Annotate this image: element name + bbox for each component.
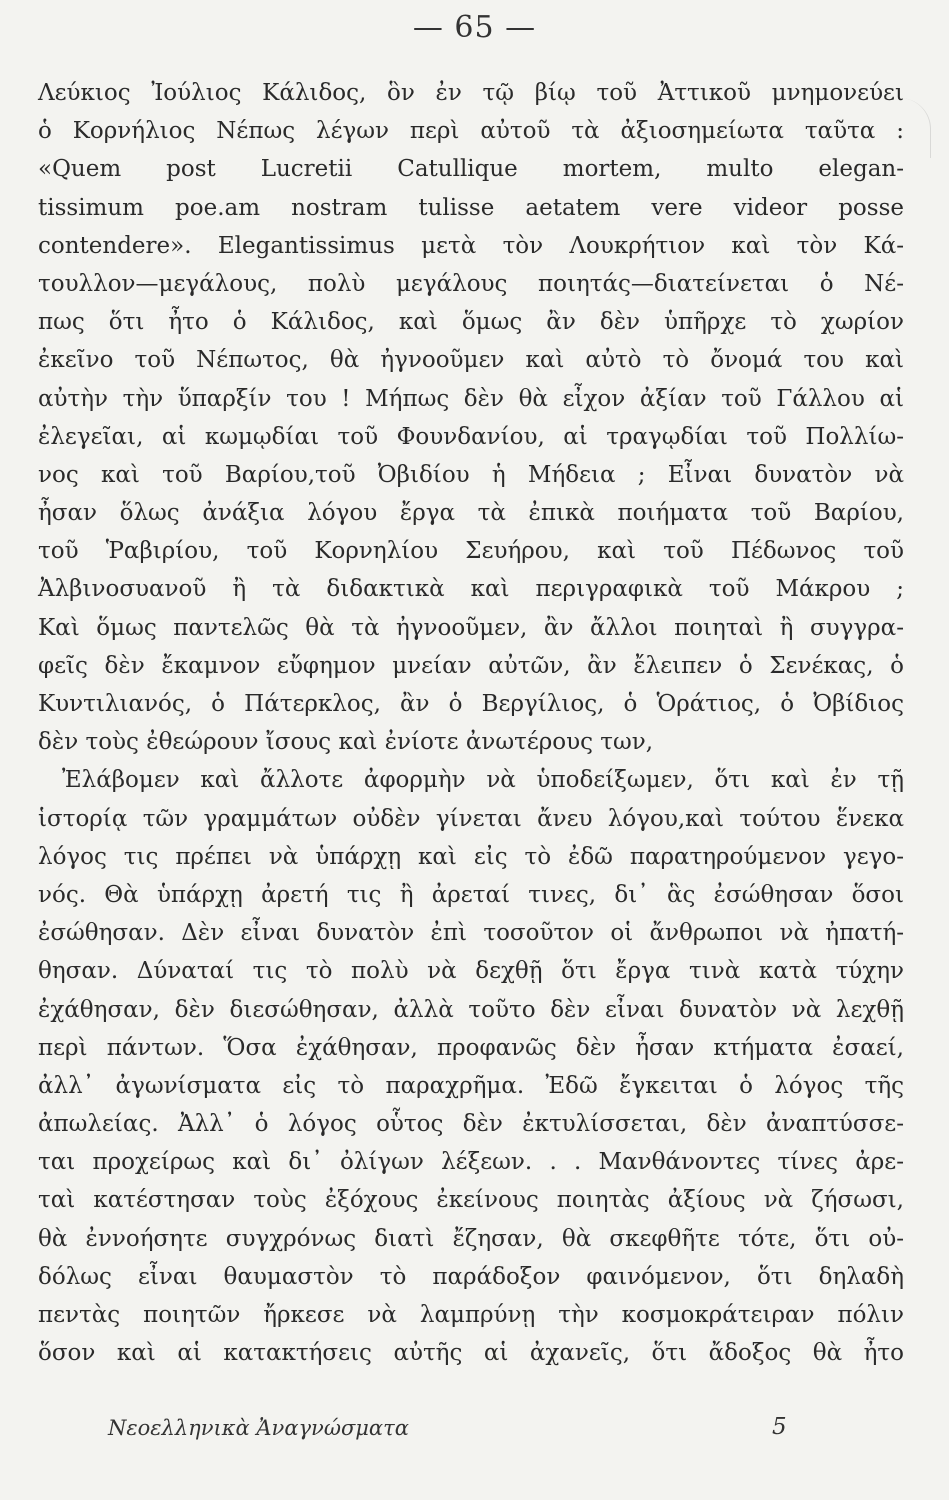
text-line: πεντὰς ποιητῶν ἤρκεσε νὰ λαμπρύνῃ τὴν κοσμοκράτειραν πόλιν <box>38 1302 904 1328</box>
text-line: θὰ ἐννοήσητε συγχρόνως διατὶ ἔζησαν, θὰ σκεφθῆτε τότε, ὅτι οὐ- <box>38 1225 904 1252</box>
text-line: τοῦ Ῥαβιρίου, τοῦ Κορνηλίου Σευήρου, καὶ τοῦ Πέδωνος τοῦ <box>38 538 904 565</box>
body-text <box>38 74 904 1372</box>
margin-mark <box>900 98 931 158</box>
text-line: δόλως εἶναι θαυμαστὸν τὸ παράδοξον φαινόμενον, ὅτι δηλαδὴ <box>38 1263 904 1290</box>
text-line: φεῖς δὲν ἔκαμνον εὔφημον μνείαν αὐτῶν, ἂν ἔλειπεν ὁ Σενέκας, ὁ <box>38 652 904 679</box>
text-line: περὶ πάντων. Ὅσα ἐχάθησαν, προφανῶς δὲν ἦσαν κτήματα ἐσαεί, <box>38 1034 904 1061</box>
text-line: tissimum poe.am nostram tulisse aetatem vere videor posse <box>38 194 904 221</box>
text-line: ἐκεῖνο τοῦ Νέπωτος, θὰ ἠγνοοῦμεν καὶ αὐτὸ τὸ ὄνομά του καὶ <box>38 347 904 374</box>
text-line: ἀπωλείας. Ἀλλ᾽ ὁ λόγος οὗτος δὲν ἐκτυλίσσεται, δὲν ἀναπτύσσε- <box>38 1111 904 1138</box>
text-line: ταὶ κατέστησαν τοὺς ἐξόχους ἐκείνους ποιητὰς ἀξίους νὰ ζήσωσι, <box>38 1187 904 1214</box>
text-line: νός. Θὰ ὑπάρχῃ ἀρετή τις ἢ ἀρεταί τινες, δι᾽ ἃς ἐσώθησαν ὅσοι <box>38 881 904 908</box>
page-number: — 65 — <box>412 10 537 45</box>
text-line: ἀλλ᾽ ἀγωνίσματα εἰς τὸ παραχρῆμα. Ἐδῶ ἔγκειται ὁ λόγος τῆς <box>38 1072 904 1099</box>
text-line: ὅσον καὶ αἱ κατακτήσεις αὐτῆς αἱ ἀχανεῖς, ὅτι ἄδοξος θὰ ἦτο <box>38 1340 904 1367</box>
text-line: Ἐλάβομεν καὶ ἄλλοτε ἀφορμὴν νὰ ὑποδείξωμεν, ὅτι καὶ ἐν τῇ <box>62 767 904 794</box>
text-line: θησαν. Δύναταί τις τὸ πολὺ νὰ δεχθῇ ὅτι ἔργα τινὰ κατὰ τύχην <box>38 958 904 985</box>
signature-mark: 5 <box>772 1414 787 1440</box>
text-line: «Quem post Lucretii Catullique mortem, multo elegan- <box>38 156 904 183</box>
text-line: ὁ Κορνήλιος Νέπως λέγων περὶ αὐτοῦ τὰ ἀξιοσημείωτα ταῦτα : <box>38 118 904 145</box>
text-line: ἐχάθησαν, δὲν διεσώθησαν, ἀλλὰ τοῦτο δὲν εἶναι δυνατὸν νὰ λεχθῇ <box>38 996 904 1023</box>
page-footer <box>0 1412 949 1452</box>
footer-title: Νεοελληνικὰ Ἀναγνώσματα <box>108 1416 409 1440</box>
text-line: πως ὅτι ἦτο ὁ Κάλιδος, καὶ ὅμως ἂν δὲν ὑπῆρχε τὸ χωρίον <box>38 309 904 336</box>
text-line: τουλλον—μεγάλους, πολὺ μεγάλους ποιητάς—διατείνεται ὁ Νέ- <box>38 270 904 297</box>
text-line: contendere». Elegantissimus μετὰ τὸν Λουκρήτιον καὶ τὸν Κά- <box>38 232 904 259</box>
text-line: Λεύκιος Ἰούλιος Κάλιδος, ὃν ἐν τῷ βίῳ τοῦ Ἀττικοῦ μνημονεύει <box>38 80 904 106</box>
text-line: Καὶ ὅμως παντελῶς θὰ τὰ ἠγνοοῦμεν, ἂν ἄλλοι ποιηταὶ ἢ συγγρα- <box>38 614 904 641</box>
text-line: ἐσώθησαν. Δὲν εἶναι δυνατὸν ἐπὶ τοσοῦτον οἱ ἄνθρωποι νὰ ἠπατή- <box>38 920 904 947</box>
text-line: ται προχείρως καὶ δι᾽ ὀλίγων λέξεων. . . Μανθάνοντες τίνες ἀρε- <box>38 1149 904 1176</box>
text-line: αὐτὴν τὴν ὕπαρξίν του ! Μήπως δὲν θὰ εἶχον ἀξίαν τοῦ Γάλλου αἱ <box>38 385 904 412</box>
text-line: Ἀλβινοσυανοῦ ἢ τὰ διδακτικὰ καὶ περιγραφικὰ τοῦ Μάκρου ; <box>38 576 904 603</box>
text-line: Κυντιλιανός, ὁ Πάτερκλος, ἂν ὁ Βεργίλιος, ὁ Ὁράτιος, ὁ Ὀβίδιος <box>38 691 904 717</box>
text-line: ἦσαν ὅλως ἀνάξια λόγου ἔργα τὰ ἐπικὰ ποιήματα τοῦ Βαρίου, <box>38 500 904 527</box>
text-line: ἱστορίᾳ τῶν γραμμάτων οὐδὲν γίνεται ἄνευ λόγου,καὶ τούτου ἕνεκα <box>38 805 904 832</box>
text-line: λόγος τις πρέπει νὰ ὑπάρχῃ καὶ εἰς τὸ ἐδῶ παρατηρούμενον γεγο- <box>38 843 904 870</box>
text-line: δὲν τοὺς ἐθεώρουν ἴσους καὶ ἐνίοτε ἀνωτέρους των, <box>38 729 654 756</box>
text-line: νος καὶ τοῦ Βαρίου,τοῦ Ὀβιδίου ἡ Μήδεια ; Εἶναι δυνατὸν νὰ <box>38 461 904 488</box>
text-line: ἐλεγεῖαι, αἱ κωμῳδίαι τοῦ Φουνδανίου, αἱ τραγῳδίαι τοῦ Πολλίω- <box>38 423 904 450</box>
